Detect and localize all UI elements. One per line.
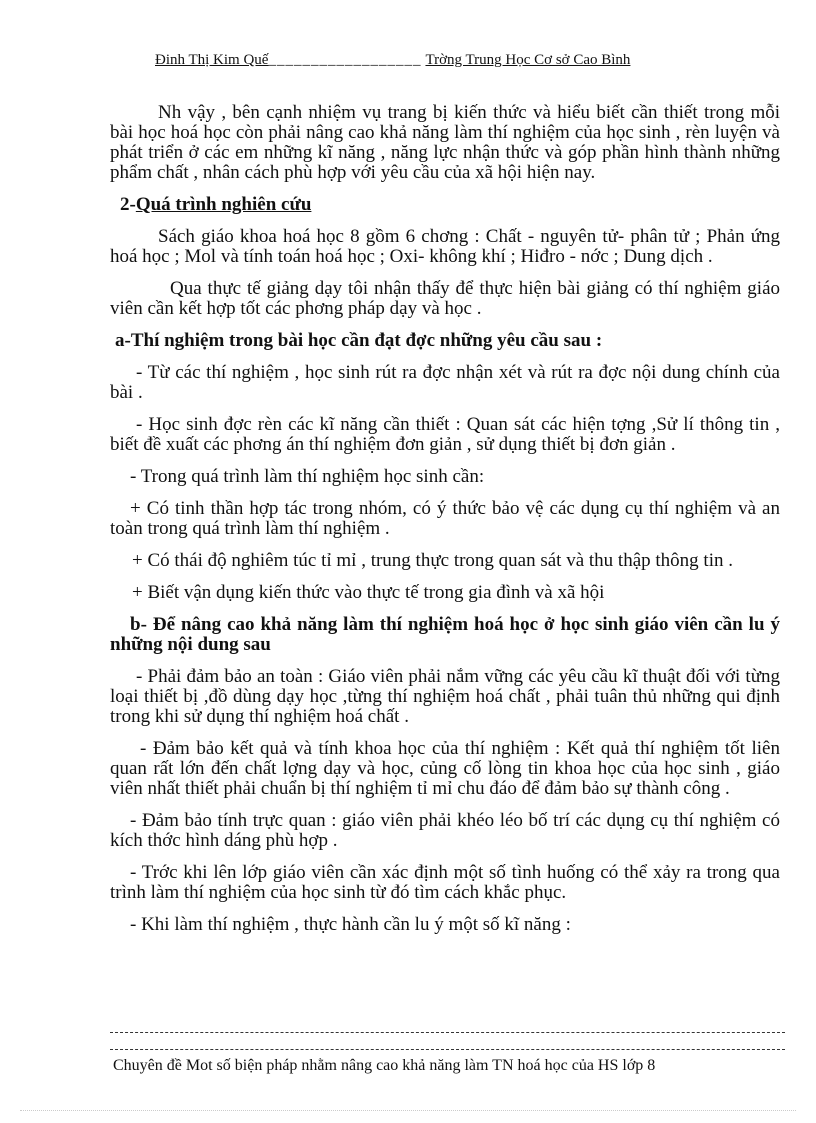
page-content	[110, 103, 780, 947]
paragraph-textbook: Sách giáo khoa hoá học 8 gồm 6 chơng : Chất - nguyên tử- phân tử ; Phản ứng hoá học ; Mol và tính toán hoá học ; Oxi- không khí ; Hiđro - nớc ; Dung dịch .	[110, 226, 780, 267]
list-item-a3-2: + Có thái độ nghiêm túc tỉ mỉ , trung thực trong quan sát và thu thập thông tin .	[132, 550, 733, 571]
page-header	[155, 52, 715, 69]
footer-divider-bottom	[110, 1049, 785, 1050]
list-item-a2: - Học sinh đợc rèn các kĩ năng cần thiết : Quan sát các hiện tợng ,Sử lí thông tin , biết đề xuất các phơng án thí nghiệm đơn giản , sử dụng thiết bị đơn giản .	[110, 414, 780, 455]
list-item-a3: - Trong quá trình làm thí nghiệm học sinh cần:	[130, 466, 485, 487]
subheading-b: b- Để nâng cao khả năng làm thí nghiệm hoá học ở học sinh giáo viên cần lu ý những nội dung sau	[110, 614, 780, 655]
page-footer: Chuyên đề Mot số biện pháp nhằm nâng cao khả năng làm TN hoá học của HS lớp 8	[113, 1057, 656, 1074]
header-school: Trờng Trung Học Cơ sở Cao Bình	[425, 52, 631, 68]
header-author: Đinh Thị Kim Quế	[155, 52, 269, 68]
list-item-a3-3: + Biết vận dụng kiến thức vào thực tế trong gia đình và xã hội	[132, 582, 605, 603]
footer-divider-top	[110, 1032, 785, 1033]
section-heading-2	[120, 195, 780, 215]
list-item-a3-1: + Có tinh thần hợp tác trong nhóm, có ý thức bảo vệ các dụng cụ thí nghiệm và an toàn trong quá trình làm thí nghiệm .	[110, 498, 780, 539]
page-boundary	[20, 1110, 796, 1111]
list-item-a1: - Từ các thí nghiệm , học sinh rút ra đợc nhận xét và rút ra đợc nội dung chính của bài .	[110, 362, 780, 403]
subheading-a: a-Thí nghiệm trong bài học cần đạt đợc những yêu cầu sau :	[115, 330, 603, 351]
list-item-b1: - Phải đảm bảo an toàn : Giáo viên phải nắm vững các yêu cầu kĩ thuật đối với từng loại thiết bị ,đồ dùng dạy học ,từng thí nghiệm hoá chất , phải tuân thủ những qui định trong khi sử dụng thí nghiệm hoá chất .	[110, 666, 780, 727]
header-separator: __________________	[268, 52, 422, 68]
paragraph-summary: Nh vậy , bên cạnh nhiệm vụ trang bị kiến thức và hiểu biết cần thiết trong mỗi bài học hoá học còn phải nâng cao khả năng làm thí nghiệm của học sinh , rèn luyện và phát triển ở các em những kĩ năng , năng lực nhận thức và góp phần hình thành những phẩm chất , nhân cách phù hợp với yêu cầu của xã hội hiện nay.	[110, 102, 780, 183]
list-item-b2: - Đảm bảo kết quả và tính khoa học của thí nghiệm : Kết quả thí nghiệm tốt liên quan rất lớn đến chất lợng dạy và học, củng cố lòng tin khoa học của học sinh , giáo viên nhất thiết phải chuẩn bị thí nghiệm tỉ mỉ chu đáo để đảm bảo sự thành công .	[110, 738, 780, 799]
section-number: 2-	[120, 194, 136, 215]
section-title: Quá trình nghiên cứu	[135, 194, 312, 215]
list-item-b3: - Đảm bảo tính trực quan : giáo viên phải khéo léo bố trí các dụng cụ thí nghiệm có kích thớc hình dáng phù hợp .	[110, 810, 780, 851]
list-item-b5: - Khi làm thí nghiệm , thực hành cần lu ý một số kĩ năng :	[130, 914, 571, 935]
paragraph-practice: Qua thực tế giảng dạy tôi nhận thấy để thực hiện bài giảng có thí nghiệm giáo viên cần kết hợp tốt các phơng pháp dạy và học .	[110, 278, 780, 319]
list-item-b4: - Trớc khi lên lớp giáo viên cần xác định một số tình huống có thể xảy ra trong qua trình làm thí nghiệm của học sinh từ đó tìm cách khắc phục.	[110, 862, 780, 903]
